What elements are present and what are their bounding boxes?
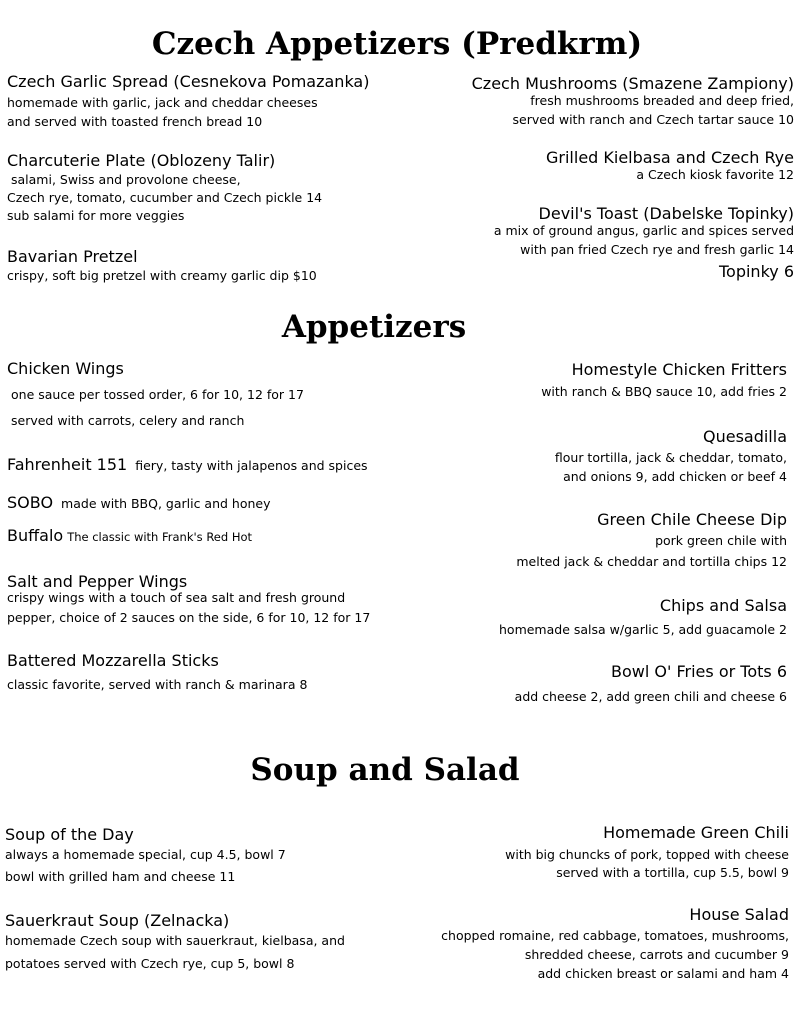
item-desc: Czech rye, tomato, cucumber and Czech pickle 14: [7, 190, 323, 205]
item-desc: classic favorite, served with ranch & marinara 8: [7, 677, 308, 692]
item-name-homemade-green-chili: Homemade Green Chili: [603, 823, 789, 842]
item-name-topinky: Topinky 6: [718, 262, 794, 281]
item-desc: crispy, soft big pretzel with creamy garlic dip $10: [7, 268, 317, 283]
item-name-mozzarella-sticks: Battered Mozzarella Sticks: [7, 651, 219, 670]
item-desc: a Czech kiosk favorite 12: [636, 167, 794, 182]
item-name: SOBO: [7, 493, 54, 512]
item-desc: fresh mushrooms breaded and deep fried,: [530, 93, 794, 108]
item-name-charcuterie-plate: Charcuterie Plate (Oblozeny Talir): [7, 151, 276, 170]
item-desc: served with a tortilla, cup 5.5, bowl 9: [556, 865, 789, 880]
item-name-chicken-fritters: Homestyle Chicken Fritters: [571, 360, 787, 379]
section-title-appetizers: Appetizers: [281, 309, 467, 345]
item-desc: and onions 9, add chicken or beef 4: [563, 469, 787, 484]
item-desc: add chicken breast or salami and ham 4: [537, 966, 789, 981]
item-desc: and served with toasted french bread 10: [7, 114, 263, 129]
item-name-house-salad: House Salad: [689, 905, 789, 924]
item-desc: served with ranch and Czech tartar sauce 10: [512, 112, 794, 127]
item-name-green-chile-cheese-dip: Green Chile Cheese Dip: [597, 510, 787, 529]
item-desc: one sauce per tossed order, 6 for 10, 12 for 17: [11, 387, 304, 402]
item-name-grilled-kielbasa: Grilled Kielbasa and Czech Rye: [546, 148, 794, 167]
item-desc: with big chuncks of pork, topped with cheese: [505, 847, 789, 862]
item-name-quesadilla: Quesadilla: [702, 427, 787, 446]
item-desc: crispy wings with a touch of sea salt and fresh ground: [7, 590, 346, 605]
item-desc: a mix of ground angus, garlic and spices served: [493, 223, 794, 238]
item-desc: served with carrots, celery and ranch: [11, 413, 245, 428]
item-desc: salami, Swiss and provolone cheese,: [11, 172, 241, 187]
item-name-bavarian-pretzel: Bavarian Pretzel: [7, 247, 138, 266]
item-desc: The classic with Frank's Red Hot: [67, 530, 253, 544]
item-desc: made with BBQ, garlic and honey: [61, 496, 271, 511]
item-desc: fiery, tasty with jalapenos and spices: [135, 458, 368, 473]
item-desc: always a homemade special, cup 4.5, bowl 7: [5, 847, 286, 862]
item-desc: with pan fried Czech rye and fresh garlic 14: [520, 242, 794, 257]
item-name-fahrenheit-151: [7, 455, 368, 474]
item-name: Buffalo: [7, 526, 64, 545]
item-desc: potatoes served with Czech rye, cup 5, bowl 8: [5, 956, 295, 971]
item-desc: pepper, choice of 2 sauces on the side, 6 for 10, 12 for 17: [7, 610, 371, 625]
item-name-bowl-fries-tots: Bowl O' Fries or Tots 6: [611, 662, 787, 681]
section-title-soup-and-salad: Soup and Salad: [250, 752, 520, 788]
section-title-czech-appetizers: Czech Appetizers (Predkrm): [151, 26, 643, 62]
item-desc: with ranch & BBQ sauce 10, add fries 2: [541, 384, 787, 399]
item-desc: pork green chile with: [655, 533, 787, 548]
item-desc: flour tortilla, jack & cheddar, tomato,: [554, 450, 787, 465]
item-name-czech-mushrooms: Czech Mushrooms (Smazene Zampiony): [471, 74, 794, 93]
item-desc: chopped romaine, red cabbage, tomatoes, mushrooms,: [441, 928, 789, 943]
item-name-chips-and-salsa: Chips and Salsa: [659, 596, 787, 615]
item-name-czech-garlic-spread: Czech Garlic Spread (Cesnekova Pomazanka): [7, 72, 370, 91]
item-desc: homemade salsa w/garlic 5, add guacamole 2: [499, 622, 787, 637]
item-desc: bowl with grilled ham and cheese 11: [5, 869, 236, 884]
item-name-chicken-wings: Chicken Wings: [7, 359, 124, 378]
item-desc: add cheese 2, add green chili and cheese 6: [514, 689, 787, 704]
item-name-buffalo: [7, 526, 252, 545]
item-name-sauerkraut-soup: Sauerkraut Soup (Zelnacka): [5, 911, 230, 930]
item-desc: homemade with garlic, jack and cheddar cheeses: [7, 95, 318, 110]
item-name-sobo: [7, 493, 271, 512]
item-desc: shredded cheese, carrots and cucumber 9: [524, 947, 789, 962]
item-name-soup-of-the-day: Soup of the Day: [5, 825, 134, 844]
item-desc: homemade Czech soup with sauerkraut, kielbasa, and: [5, 933, 345, 948]
item-desc: sub salami for more veggies: [7, 208, 185, 223]
item-name-devils-toast: Devil's Toast (Dabelske Topinky): [538, 204, 794, 223]
item-name-salt-pepper-wings: Salt and Pepper Wings: [7, 572, 188, 591]
item-name: Fahrenheit 151: [7, 455, 128, 474]
item-desc: melted jack & cheddar and tortilla chips 12: [516, 554, 787, 569]
